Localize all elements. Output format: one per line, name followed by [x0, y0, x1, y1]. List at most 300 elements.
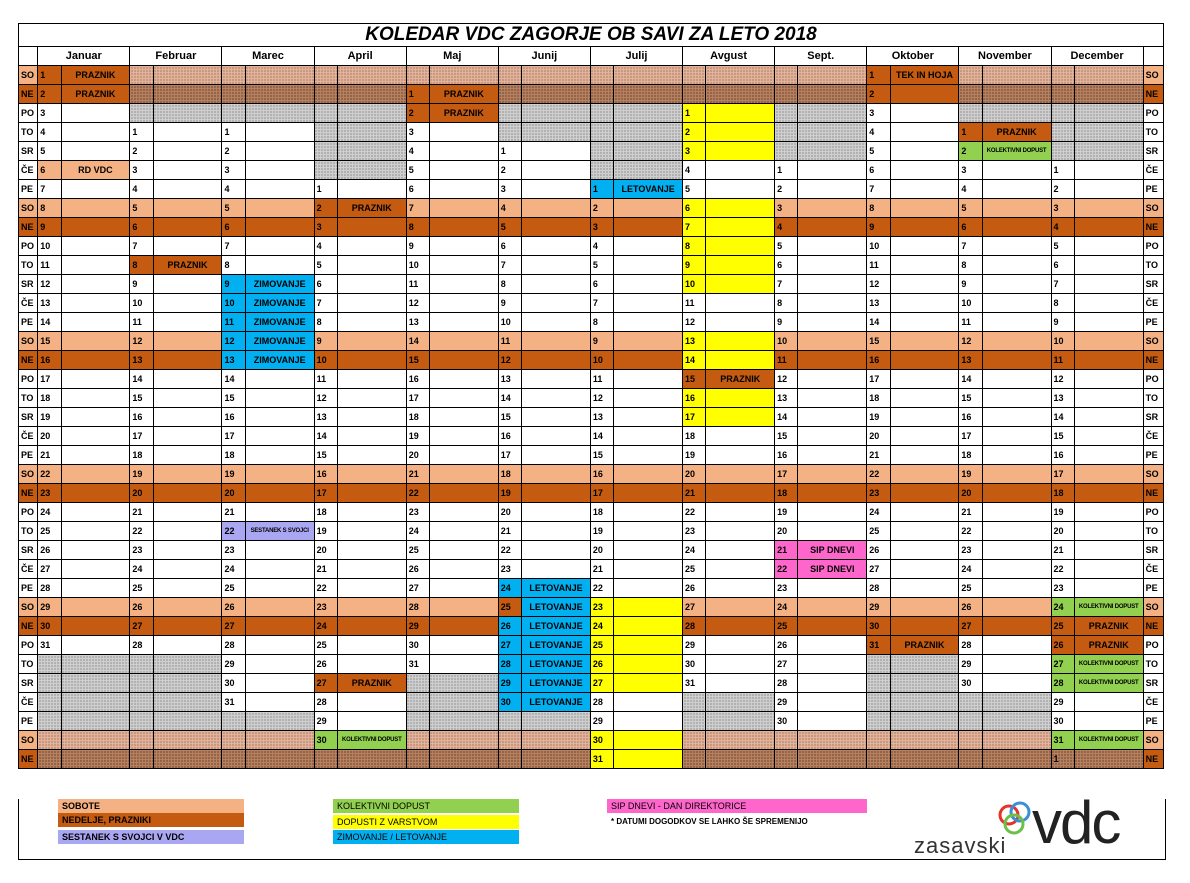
- empty-day: [498, 750, 521, 769]
- weekday-label-right: TO: [1143, 655, 1163, 674]
- day-cell: [614, 199, 683, 218]
- day-cell: [61, 275, 130, 294]
- event-cell: KOLEKTIVNI DOPUST: [1074, 674, 1143, 693]
- day-number: 23: [498, 560, 521, 579]
- day-cell: [982, 503, 1051, 522]
- day-cell: [153, 370, 222, 389]
- day-number: 11: [775, 351, 798, 370]
- day-number: 3: [406, 123, 429, 142]
- day-number: 13: [867, 294, 890, 313]
- day-number: 20: [406, 446, 429, 465]
- day-cell: [1074, 389, 1143, 408]
- day-cell: [153, 218, 222, 237]
- day-cell: [61, 636, 130, 655]
- day-cell: [798, 313, 867, 332]
- day-cell: [890, 446, 959, 465]
- day-cell: [1074, 351, 1143, 370]
- weekday-label-right: NE: [1143, 617, 1163, 636]
- day-cell: [153, 617, 222, 636]
- day-cell: [522, 408, 591, 427]
- day-cell: [153, 750, 222, 769]
- day-number: 27: [498, 636, 521, 655]
- day-number: 10: [867, 237, 890, 256]
- day-cell: [982, 199, 1051, 218]
- day-cell: [614, 446, 683, 465]
- day-cell: [337, 541, 406, 560]
- day-cell: [890, 370, 959, 389]
- day-number: 21: [775, 541, 798, 560]
- event-cell: KOLEKTIVNI DOPUST: [1074, 731, 1143, 750]
- day-cell: [890, 256, 959, 275]
- day-cell: [706, 313, 775, 332]
- weekday-label-right: ČE: [1143, 427, 1163, 446]
- day-cell: [337, 66, 406, 85]
- day-number: 4: [498, 199, 521, 218]
- day-cell: [153, 237, 222, 256]
- day-cell: [522, 161, 591, 180]
- day-number: 13: [314, 408, 337, 427]
- day-cell: [429, 408, 498, 427]
- day-cell: [153, 522, 222, 541]
- day-cell: [614, 427, 683, 446]
- day-cell: [337, 142, 406, 161]
- day-number: 17: [683, 408, 706, 427]
- day-cell: [982, 218, 1051, 237]
- day-number: 12: [406, 294, 429, 313]
- day-cell: [982, 712, 1051, 731]
- day-cell: [798, 199, 867, 218]
- day-cell: [61, 617, 130, 636]
- day-number: 6: [222, 218, 245, 237]
- day-cell: [614, 389, 683, 408]
- day-cell: [706, 123, 775, 142]
- day-number: 17: [38, 370, 61, 389]
- weekday-label-right: TO: [1143, 123, 1163, 142]
- day-cell: [706, 66, 775, 85]
- event-cell: ZIMOVANJE: [245, 275, 314, 294]
- day-cell: [890, 389, 959, 408]
- day-cell: [153, 465, 222, 484]
- day-number: 25: [867, 522, 890, 541]
- day-cell: [522, 427, 591, 446]
- day-cell: [890, 541, 959, 560]
- weekday-label: NE: [19, 484, 38, 503]
- day-cell: [614, 294, 683, 313]
- day-number: 24: [590, 617, 613, 636]
- day-cell: [798, 465, 867, 484]
- day-cell: [798, 655, 867, 674]
- day-cell: [1074, 161, 1143, 180]
- day-number: 30: [1051, 712, 1074, 731]
- empty-day: [498, 85, 521, 104]
- day-number: 21: [38, 446, 61, 465]
- day-cell: [245, 617, 314, 636]
- day-number: 14: [775, 408, 798, 427]
- day-cell: [1074, 522, 1143, 541]
- event-cell: PRAZNIK: [1074, 636, 1143, 655]
- empty-day: [775, 750, 798, 769]
- day-cell: [890, 560, 959, 579]
- day-cell: [982, 180, 1051, 199]
- empty-day: [314, 142, 337, 161]
- day-cell: [429, 199, 498, 218]
- day-number: 21: [1051, 541, 1074, 560]
- day-cell: [61, 503, 130, 522]
- event-cell: LETOVANJE: [614, 180, 683, 199]
- day-number: 24: [959, 560, 982, 579]
- day-number: 10: [590, 351, 613, 370]
- day-cell: [245, 104, 314, 123]
- day-cell: [337, 427, 406, 446]
- day-number: 5: [867, 142, 890, 161]
- month-header: Marec: [222, 47, 314, 66]
- day-number: 2: [959, 142, 982, 161]
- event-cell: LETOVANJE: [522, 636, 591, 655]
- day-number: 4: [590, 237, 613, 256]
- day-number: 19: [775, 503, 798, 522]
- day-cell: [1074, 275, 1143, 294]
- day-number: 26: [590, 655, 613, 674]
- day-number: 18: [222, 446, 245, 465]
- header-corner: [19, 47, 38, 66]
- day-cell: [1074, 332, 1143, 351]
- day-number: 4: [867, 123, 890, 142]
- day-cell: [614, 408, 683, 427]
- day-cell: [1074, 408, 1143, 427]
- day-cell: [245, 731, 314, 750]
- day-cell: [982, 617, 1051, 636]
- event-cell: SESTANEK S SVOJCI: [245, 522, 314, 541]
- day-cell: [798, 522, 867, 541]
- day-number: 3: [38, 104, 61, 123]
- day-cell: [153, 104, 222, 123]
- day-number: 15: [406, 351, 429, 370]
- day-number: 2: [406, 104, 429, 123]
- day-cell: [614, 161, 683, 180]
- day-number: 29: [314, 712, 337, 731]
- day-number: 9: [590, 332, 613, 351]
- day-cell: [798, 408, 867, 427]
- day-cell: [982, 560, 1051, 579]
- day-number: 2: [775, 180, 798, 199]
- day-cell: [706, 218, 775, 237]
- day-number: 12: [683, 313, 706, 332]
- empty-day: [406, 66, 429, 85]
- day-number: 11: [498, 332, 521, 351]
- day-number: 25: [38, 522, 61, 541]
- day-number: 17: [314, 484, 337, 503]
- day-cell: [429, 180, 498, 199]
- day-cell: [798, 484, 867, 503]
- day-number: 23: [590, 598, 613, 617]
- day-number: 7: [130, 237, 153, 256]
- legend-note: * DATUMI DOGODKOV SE LAHKO ŠE SPREMENIJO: [611, 817, 808, 826]
- day-cell: [798, 104, 867, 123]
- day-number: 30: [314, 731, 337, 750]
- day-cell: [1074, 750, 1143, 769]
- day-number: 1: [406, 85, 429, 104]
- event-cell: LETOVANJE: [522, 579, 591, 598]
- weekday-label-right: ČE: [1143, 161, 1163, 180]
- day-cell: [614, 313, 683, 332]
- day-cell: [245, 370, 314, 389]
- day-number: 7: [38, 180, 61, 199]
- day-number: 23: [406, 503, 429, 522]
- day-cell: [337, 522, 406, 541]
- empty-day: [867, 731, 890, 750]
- day-number: 15: [775, 427, 798, 446]
- day-number: 13: [222, 351, 245, 370]
- day-cell: [337, 655, 406, 674]
- day-cell: [1074, 218, 1143, 237]
- day-number: 16: [1051, 446, 1074, 465]
- day-cell: [614, 579, 683, 598]
- day-number: 27: [867, 560, 890, 579]
- day-number: 10: [406, 256, 429, 275]
- day-number: 16: [222, 408, 245, 427]
- day-cell: [706, 180, 775, 199]
- day-number: 22: [959, 522, 982, 541]
- day-cell: [429, 598, 498, 617]
- day-number: 11: [867, 256, 890, 275]
- day-cell: [153, 123, 222, 142]
- day-number: 1: [130, 123, 153, 142]
- day-cell: [982, 731, 1051, 750]
- day-number: 14: [959, 370, 982, 389]
- day-cell: [706, 332, 775, 351]
- day-number: 17: [590, 484, 613, 503]
- day-cell: [153, 446, 222, 465]
- day-cell: [890, 294, 959, 313]
- day-number: 5: [959, 199, 982, 218]
- weekday-label: NE: [19, 85, 38, 104]
- day-number: 17: [222, 427, 245, 446]
- day-cell: [890, 332, 959, 351]
- day-cell: [890, 237, 959, 256]
- empty-day: [959, 85, 982, 104]
- day-cell: [429, 693, 498, 712]
- day-cell: [798, 731, 867, 750]
- day-number: 3: [590, 218, 613, 237]
- day-cell: [245, 465, 314, 484]
- day-cell: [706, 199, 775, 218]
- day-number: 8: [498, 275, 521, 294]
- day-cell: [890, 655, 959, 674]
- day-number: 17: [867, 370, 890, 389]
- day-cell: [429, 161, 498, 180]
- day-cell: [337, 351, 406, 370]
- day-number: 12: [314, 389, 337, 408]
- day-number: 12: [867, 275, 890, 294]
- day-cell: [153, 560, 222, 579]
- day-number: 11: [1051, 351, 1074, 370]
- day-number: 1: [1051, 161, 1074, 180]
- day-cell: [61, 313, 130, 332]
- weekday-label: SO: [19, 731, 38, 750]
- day-number: 26: [1051, 636, 1074, 655]
- day-cell: [337, 104, 406, 123]
- day-number: 1: [314, 180, 337, 199]
- day-cell: [798, 85, 867, 104]
- day-number: 13: [498, 370, 521, 389]
- day-number: 30: [406, 636, 429, 655]
- day-cell: [522, 123, 591, 142]
- empty-day: [498, 66, 521, 85]
- empty-day: [775, 142, 798, 161]
- day-cell: [706, 693, 775, 712]
- day-number: 3: [222, 161, 245, 180]
- day-cell: [798, 579, 867, 598]
- empty-day: [406, 750, 429, 769]
- empty-day: [38, 712, 61, 731]
- day-number: 4: [406, 142, 429, 161]
- weekday-label: SO: [19, 332, 38, 351]
- day-cell: [706, 275, 775, 294]
- day-number: 14: [590, 427, 613, 446]
- day-number: 27: [130, 617, 153, 636]
- day-cell: [614, 617, 683, 636]
- day-cell: [245, 142, 314, 161]
- day-number: 21: [130, 503, 153, 522]
- day-number: 6: [867, 161, 890, 180]
- day-cell: [153, 408, 222, 427]
- month-header: Junij: [498, 47, 590, 66]
- empty-day: [590, 123, 613, 142]
- day-number: 16: [959, 408, 982, 427]
- day-number: 2: [498, 161, 521, 180]
- day-number: 15: [498, 408, 521, 427]
- day-cell: [614, 275, 683, 294]
- day-number: 26: [775, 636, 798, 655]
- day-number: 5: [683, 180, 706, 199]
- day-cell: [1074, 465, 1143, 484]
- day-number: 10: [498, 313, 521, 332]
- day-number: 25: [959, 579, 982, 598]
- day-number: 12: [775, 370, 798, 389]
- empty-day: [314, 123, 337, 142]
- day-cell: [890, 712, 959, 731]
- day-number: 18: [498, 465, 521, 484]
- event-cell: PRAZNIK: [61, 85, 130, 104]
- day-cell: [522, 332, 591, 351]
- day-cell: [890, 408, 959, 427]
- day-number: 23: [130, 541, 153, 560]
- day-cell: [522, 484, 591, 503]
- empty-day: [38, 674, 61, 693]
- day-number: 22: [867, 465, 890, 484]
- day-cell: [798, 389, 867, 408]
- day-number: 29: [406, 617, 429, 636]
- day-number: 7: [1051, 275, 1074, 294]
- day-cell: [522, 560, 591, 579]
- day-cell: [1074, 560, 1143, 579]
- day-number: 9: [314, 332, 337, 351]
- day-cell: [798, 256, 867, 275]
- month-header: November: [959, 47, 1051, 66]
- calendar-grid: [18, 46, 1164, 769]
- day-number: 5: [222, 199, 245, 218]
- day-cell: [706, 636, 775, 655]
- day-cell: [614, 484, 683, 503]
- legend-kolektivni: KOLEKTIVNI DOPUST: [333, 799, 519, 813]
- empty-day: [590, 161, 613, 180]
- day-number: 27: [683, 598, 706, 617]
- day-number: 24: [314, 617, 337, 636]
- month-header: Oktober: [867, 47, 959, 66]
- day-cell: [245, 237, 314, 256]
- day-number: 18: [130, 446, 153, 465]
- day-cell: [614, 370, 683, 389]
- day-cell: [337, 370, 406, 389]
- day-number: 6: [406, 180, 429, 199]
- day-number: 7: [314, 294, 337, 313]
- day-number: 30: [959, 674, 982, 693]
- day-cell: [337, 294, 406, 313]
- weekday-label: NE: [19, 351, 38, 370]
- legend-sestanek: SESTANEK S SVOJCI V VDC: [58, 830, 244, 844]
- day-cell: [337, 465, 406, 484]
- day-cell: [245, 389, 314, 408]
- day-number: 9: [222, 275, 245, 294]
- day-cell: [982, 541, 1051, 560]
- weekday-label-right: ČE: [1143, 693, 1163, 712]
- day-number: 16: [130, 408, 153, 427]
- day-cell: [429, 731, 498, 750]
- day-cell: [982, 294, 1051, 313]
- day-number: 30: [590, 731, 613, 750]
- weekday-label: ČE: [19, 161, 38, 180]
- day-number: 24: [406, 522, 429, 541]
- day-number: 12: [959, 332, 982, 351]
- day-cell: [337, 161, 406, 180]
- day-cell: [798, 332, 867, 351]
- weekday-label: PE: [19, 180, 38, 199]
- empty-day: [775, 104, 798, 123]
- day-cell: [614, 85, 683, 104]
- empty-day: [314, 104, 337, 123]
- day-cell: [706, 579, 775, 598]
- weekday-label: TO: [19, 123, 38, 142]
- day-number: 15: [867, 332, 890, 351]
- day-number: 1: [498, 142, 521, 161]
- day-number: 1: [959, 123, 982, 142]
- day-number: 9: [867, 218, 890, 237]
- weekday-label: SO: [19, 598, 38, 617]
- day-number: 22: [406, 484, 429, 503]
- day-cell: [1074, 237, 1143, 256]
- weekday-label-right: PE: [1143, 180, 1163, 199]
- day-cell: [429, 256, 498, 275]
- day-number: 26: [959, 598, 982, 617]
- day-cell: [337, 693, 406, 712]
- day-number: 3: [130, 161, 153, 180]
- day-number: 14: [683, 351, 706, 370]
- day-number: 27: [406, 579, 429, 598]
- day-cell: [429, 446, 498, 465]
- day-number: 9: [1051, 313, 1074, 332]
- empty-day: [959, 712, 982, 731]
- day-number: 25: [314, 636, 337, 655]
- empty-day: [775, 123, 798, 142]
- legend-nedelje: NEDELJE, PRAZNIKI: [58, 813, 244, 827]
- empty-day: [498, 731, 521, 750]
- day-number: 28: [683, 617, 706, 636]
- day-cell: [61, 712, 130, 731]
- day-number: 4: [130, 180, 153, 199]
- event-cell: LETOVANJE: [522, 674, 591, 693]
- day-number: 28: [959, 636, 982, 655]
- month-header: Sept.: [775, 47, 867, 66]
